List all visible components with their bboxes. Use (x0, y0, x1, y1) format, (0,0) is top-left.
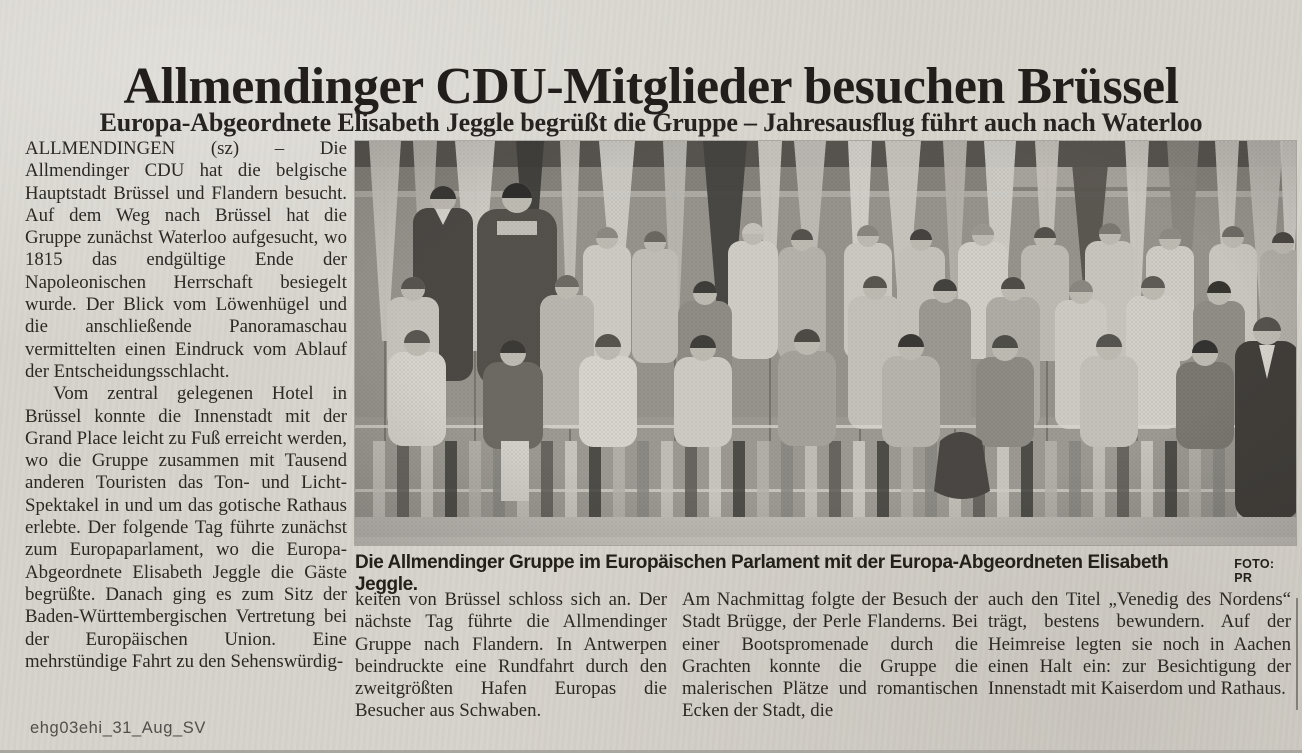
article-subheadline: Europa-Abgeordnete Elisabeth Jeggle begrüßt die Gruppe – Jahresausflug führt auch nach Waterloo (99, 107, 1203, 137)
article-headline: Allmendinger CDU-Mitglieder besuchen Brüssel (123, 57, 1179, 115)
photo-caption: Die Allmendinger Gruppe im Europäischen Parlament mit der Europa-Abgeordneten Elisabeth Jeggle. (355, 552, 1169, 595)
photo-credit: FOTO: PR (1234, 557, 1275, 585)
paragraph-5: auch den Titel „Venedig des Nordens“ trägt, bestens bewundern. Auf der Heimreise legten sie noch in Aachen einen Halt ein: zur Besichtigung der Innenstadt mit Kaiserdom und Rathaus. (988, 589, 1291, 700)
paragraph-lead: ALLMENDINGEN (sz) – Die Allmendinger CDU hat die belgische Hauptstadt Brüssel und Flandern besucht. Auf dem Weg nach Brüssel hat die Gruppe zunächst Waterloo aufgesucht, wo 1815 das endgültige Ende der Napoleonischen Herrschaft besiegelt wurde. Der Blick vom Löwenhügel und die anschließende Panoramaschau vermittelten einen Eindruck vom Ablauf der Entscheidungsschlacht. (25, 138, 347, 382)
paragraph-2: Vom zentral gelegenen Hotel in Brüssel konnte die Innenstadt mit der Grand Place leicht zu Fuß erreicht werden, wo die Gruppe zusammen mit Tausend anderen Touristen das Ton- und Licht-Spektakel in und um das gotische Rathaus erlebte. Der folgende Tag führte zunächst zum Europaparlament, wo die Europa-Abgeordnete Elisabeth Jeggle die Gäste begrüßte. Danach ging es zum Sitz der Baden-Württembergischen Vertretung bei der Europäischen Union. Eine mehrstündige Fahrt zu den Sehenswürdig- (25, 383, 347, 672)
article-column-2 (355, 589, 667, 723)
paragraph-3: keiten von Brüssel schloss sich an. Der nächste Tag führte die Allmendinger Gruppe nach Flandern. In Antwerpen beindruckte eine Rundfahrt durch den zweitgrößten Hafen Europas die Besucher aus Schwaben. (355, 589, 667, 722)
archive-slug: ehg03ehi_31_Aug_SV (30, 719, 206, 737)
article-column-3 (682, 589, 978, 723)
article-column-4 (988, 589, 1291, 700)
group-photo (355, 141, 1296, 545)
column-divider-rule (1296, 598, 1298, 710)
paragraph-4: Am Nachmittag folgte der Besuch der Stadt Brügge, der Perle Flanderns. Bei einer Bootspromenade durch die Grachten konnte die Gruppe die malerischen Plätze und romantischen Ecken der Stadt, die (682, 589, 978, 722)
article-column-1 (25, 138, 347, 673)
group-photo-svg (355, 141, 1296, 545)
